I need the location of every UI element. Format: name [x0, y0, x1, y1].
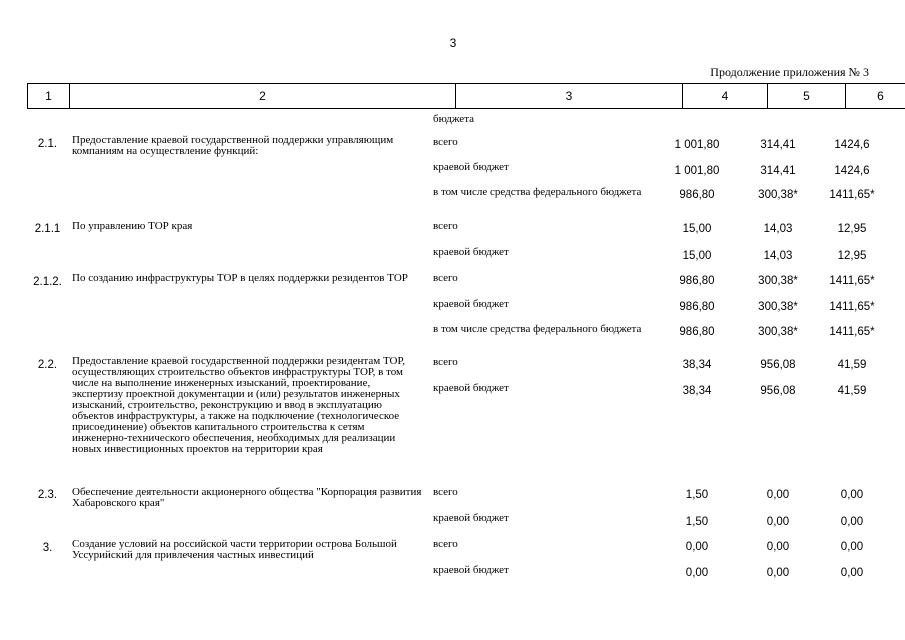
value-cell: 1 001,80 — [674, 165, 720, 177]
value-cell: 0,00 — [766, 541, 790, 553]
value-cell: 1424,6 — [834, 139, 870, 151]
value-cell: 0,00 — [840, 489, 864, 501]
funding-source: всего — [433, 356, 458, 368]
value-cell: 314,41 — [760, 165, 796, 177]
value-cell: 314,41 — [760, 139, 796, 151]
row-description: Обеспечение деятельности акционерного общества "Корпорация развития Хабаровского края" — [72, 486, 422, 509]
value-cell: 300,38* — [758, 326, 798, 338]
value-cell: 1,50 — [685, 489, 709, 501]
row-code: 3. — [42, 542, 53, 554]
row-description: Создание условий на российской части территории острова Большой Уссурийский для привлечения частных инвестиций — [72, 538, 397, 561]
value-cell: 41,59 — [837, 359, 867, 371]
funding-source: всего — [433, 538, 458, 550]
row-description: Предоставление краевой государственной поддержки резидентам ТОР, осуществляющих строительство объектов инфраструктуры ТОР, в том числе на выполнение инженерных изысканий, проектирование, экспертизу проектной документации и (или) результатов инженерных изысканий, строительство, реконструкцию и ввод в эксплуатацию объектов инфраструктуры, а также на подключение (технологическое присоединение) объектов капитального строительства к сетям инженерно-технического обеспечения, необходимых для реализации новых инвестиционных проектов на территории края — [72, 355, 405, 455]
column-header: 3 — [456, 84, 683, 109]
row-code: 2.1.1 — [34, 223, 61, 235]
row-code: 2.1. — [37, 138, 58, 150]
carryover-text: бюджета — [433, 113, 475, 125]
value-cell: 1424,6 — [834, 165, 870, 177]
row-code: 2.2. — [37, 359, 58, 371]
value-cell: 12,95 — [837, 223, 867, 235]
value-cell: 14,03 — [763, 250, 793, 262]
value-cell: 15,00 — [682, 250, 712, 262]
row-description: Предоставление краевой государственной поддержки управляющим компаниям на осуществление функций: — [72, 134, 394, 157]
value-cell: 300,38* — [758, 189, 798, 201]
value-cell: 1411,65* — [829, 189, 875, 201]
value-cell: 0,00 — [766, 567, 790, 579]
value-cell: 15,00 — [682, 223, 712, 235]
funding-source: всего — [433, 220, 458, 232]
funding-source: краевой бюджет — [433, 246, 509, 258]
value-cell: 14,03 — [763, 223, 793, 235]
value-cell: 0,00 — [766, 489, 790, 501]
column-header: 1 — [28, 84, 70, 109]
column-header-row — [28, 84, 905, 109]
value-cell: 1411,65* — [829, 326, 875, 338]
value-cell: 0,00 — [685, 541, 709, 553]
column-header: 4 — [683, 84, 768, 109]
funding-source: краевой бюджет — [433, 382, 509, 394]
value-cell: 1411,65* — [829, 301, 875, 313]
funding-source: в том числе средства федерального бюджета — [433, 323, 642, 335]
row-code: 2.3. — [37, 489, 58, 501]
value-cell: 1 001,80 — [674, 139, 720, 151]
row-description: По созданию инфраструктуры ТОР в целях поддержки резидентов ТОР — [72, 272, 408, 284]
value-cell: 0,00 — [766, 516, 790, 528]
funding-source: краевой бюджет — [433, 161, 509, 173]
column-header-table — [27, 83, 905, 109]
value-cell: 0,00 — [840, 567, 864, 579]
row-code: 2.1.2. — [33, 276, 62, 288]
value-cell: 986,80 — [679, 275, 715, 287]
column-header: 6 — [846, 84, 905, 109]
value-cell: 956,08 — [760, 359, 796, 371]
value-cell: 300,38* — [758, 301, 798, 313]
value-cell: 38,34 — [682, 359, 712, 371]
value-cell: 300,38* — [758, 275, 798, 287]
row-description: По управлению ТОР края — [72, 220, 193, 232]
value-cell: 986,80 — [679, 189, 715, 201]
funding-source: всего — [433, 136, 458, 148]
column-header: 2 — [70, 84, 456, 109]
value-cell: 0,00 — [840, 516, 864, 528]
value-cell: 0,00 — [685, 567, 709, 579]
value-cell: 41,59 — [837, 385, 867, 397]
funding-source: краевой бюджет — [433, 298, 509, 310]
funding-source: в том числе средства федерального бюджета — [433, 186, 642, 198]
column-header: 5 — [768, 84, 846, 109]
value-cell: 1411,65* — [829, 275, 875, 287]
funding-source: всего — [433, 486, 458, 498]
value-cell: 12,95 — [837, 250, 867, 262]
continuation-caption: Продолжение приложения № 3 — [710, 65, 869, 79]
value-cell: 0,00 — [840, 541, 864, 553]
funding-source: краевой бюджет — [433, 512, 509, 524]
page-number: 3 — [449, 36, 457, 50]
value-cell: 1,50 — [685, 516, 709, 528]
funding-source: краевой бюджет — [433, 564, 509, 576]
value-cell: 986,80 — [679, 326, 715, 338]
funding-source: всего — [433, 272, 458, 284]
value-cell: 986,80 — [679, 301, 715, 313]
value-cell: 38,34 — [682, 385, 712, 397]
value-cell: 956,08 — [760, 385, 796, 397]
